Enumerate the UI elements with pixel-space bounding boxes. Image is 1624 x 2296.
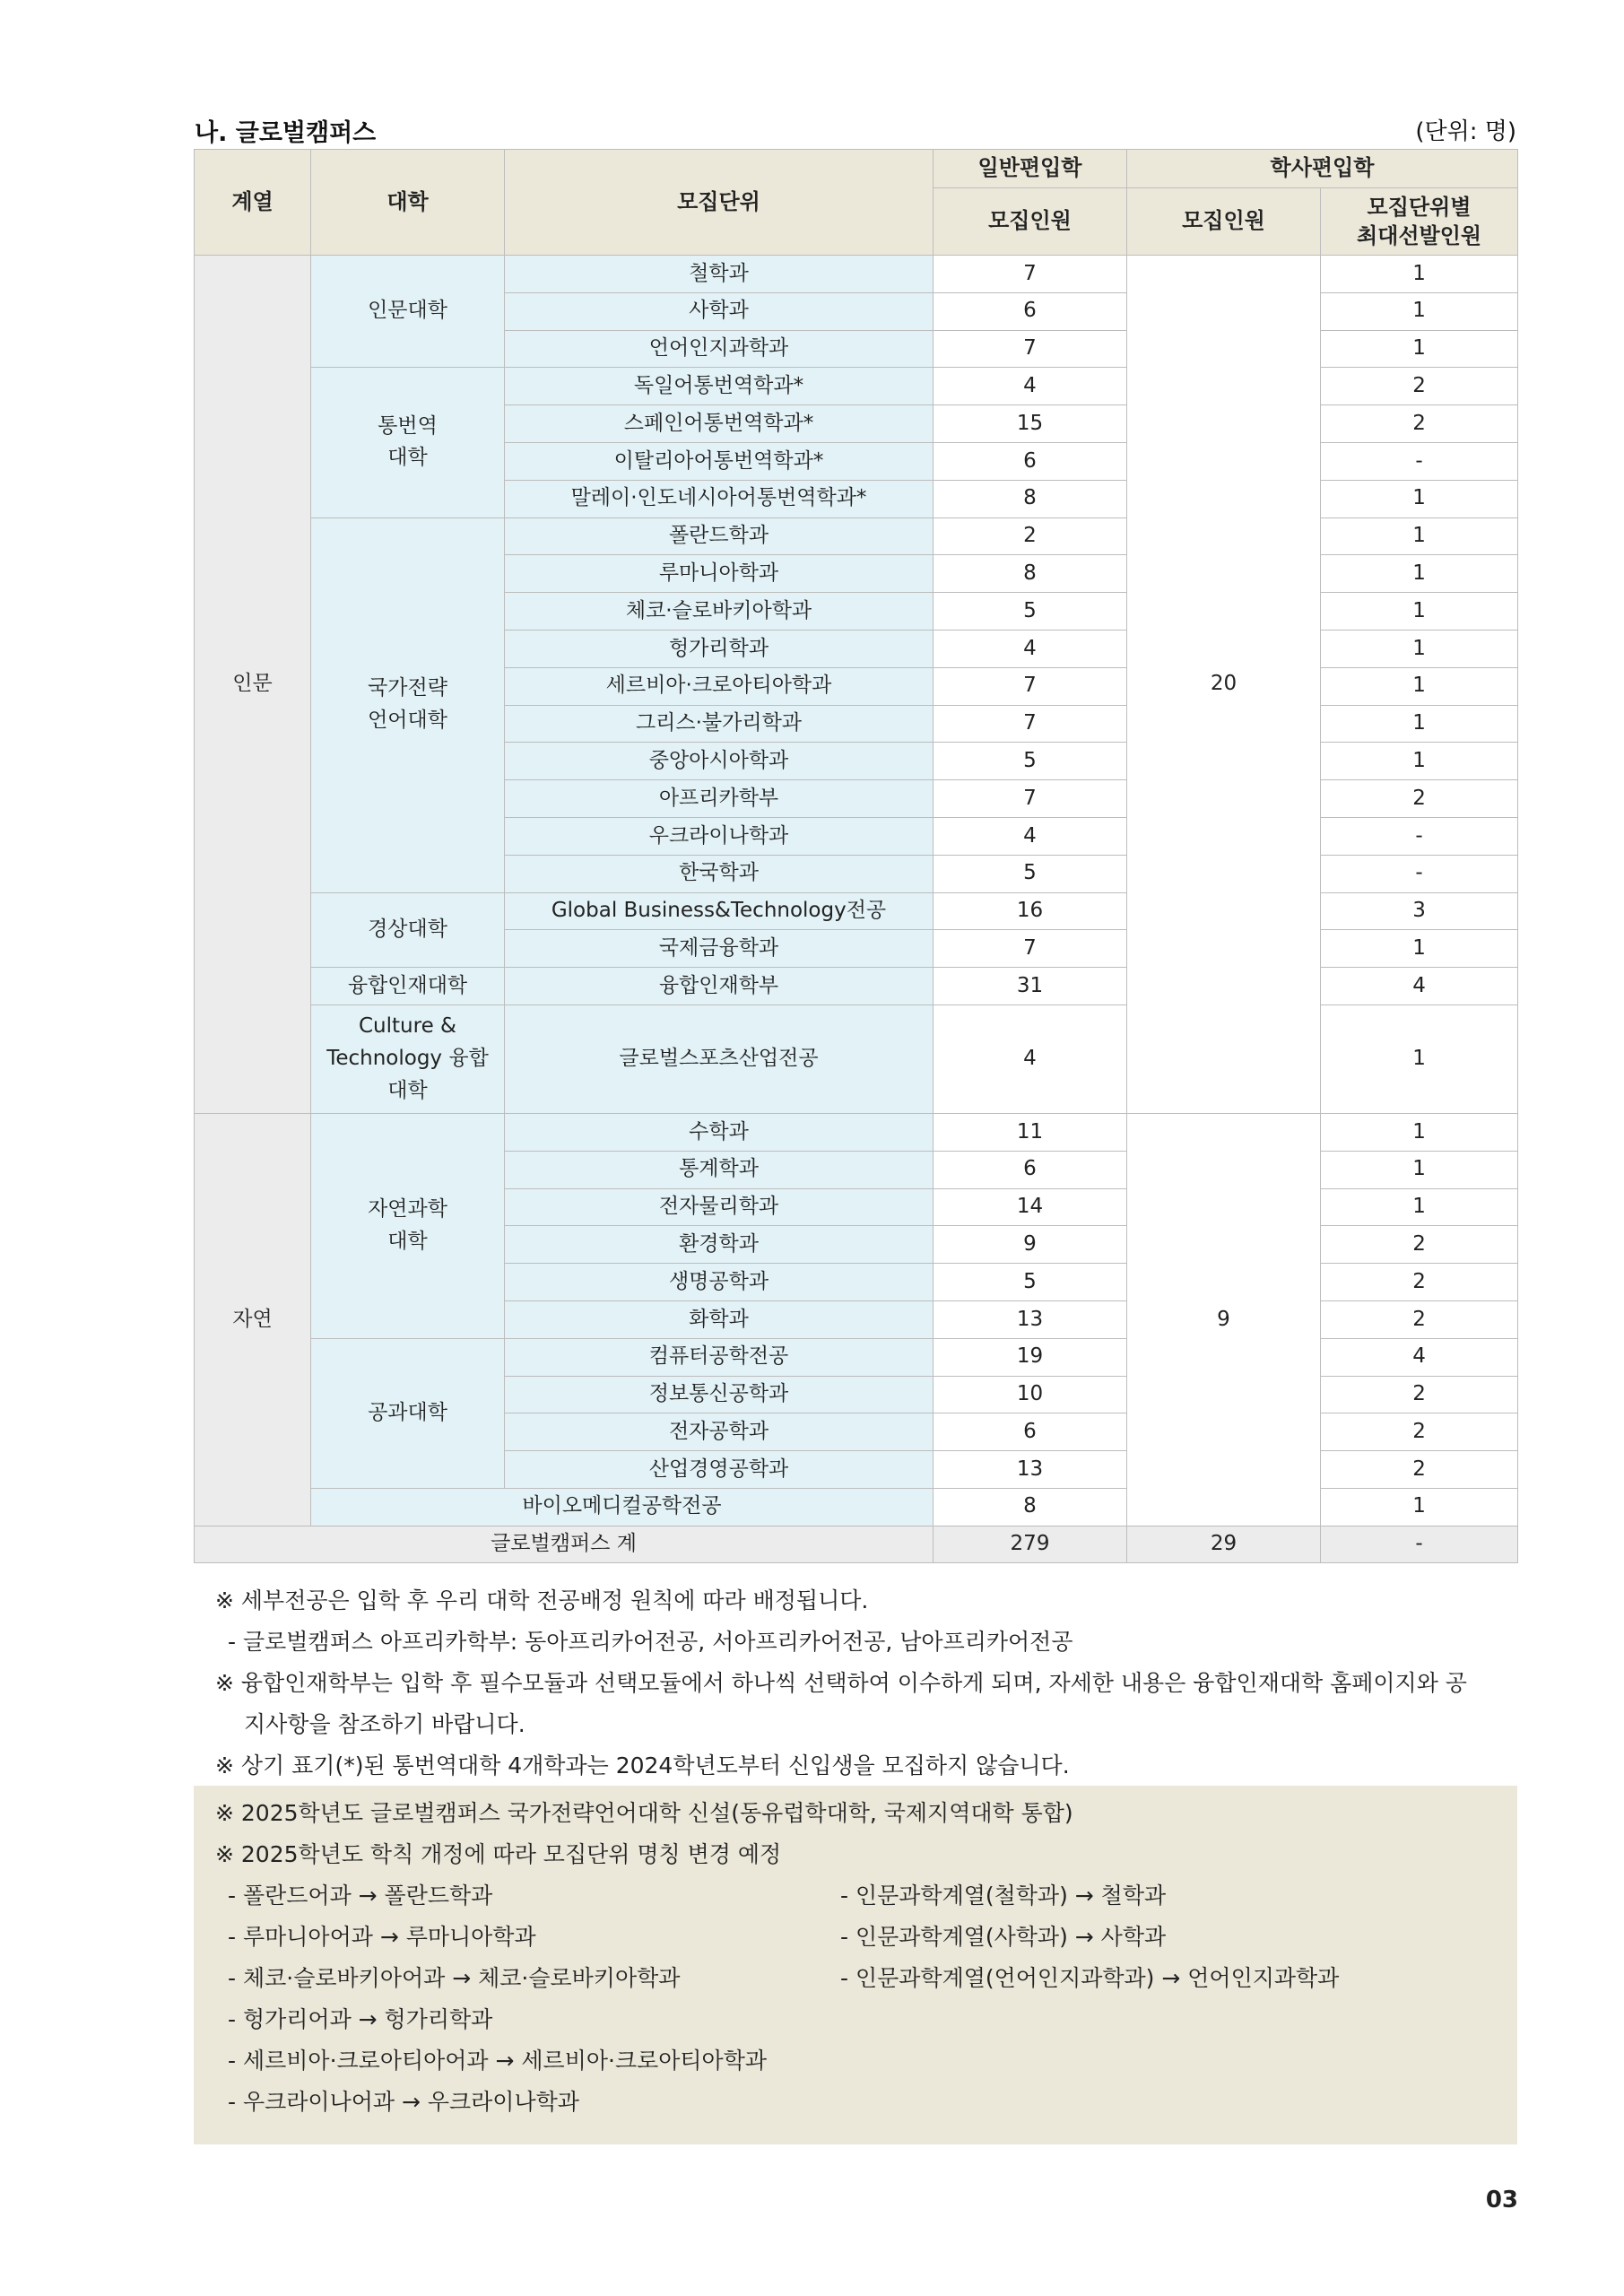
college-jayeon: 자연과학 대학 xyxy=(311,1113,505,1338)
table-row xyxy=(195,1113,1518,1151)
max-cell: 1 xyxy=(1321,667,1518,705)
unit-cell: 화학과 xyxy=(505,1300,934,1338)
max-cell: 1 xyxy=(1321,555,1518,593)
max-cell: - xyxy=(1321,855,1518,892)
unit-cell: 생명공학과 xyxy=(505,1264,934,1301)
max-cell: 2 xyxy=(1321,1413,1518,1451)
group-science-bachelor-quota: 9 xyxy=(1127,1113,1321,1526)
total-row xyxy=(195,1526,1518,1562)
quota-cell: 7 xyxy=(934,667,1127,705)
unit-cell: 수학과 xyxy=(505,1113,934,1151)
unit-cell: 우크라이나학과 xyxy=(505,817,934,855)
unit-cell: 아프리카학부 xyxy=(505,780,934,818)
total-label: 글로벌캠퍼스 계 xyxy=(195,1526,934,1562)
unit-cell: 체코·슬로바키아학과 xyxy=(505,593,934,631)
max-cell: 1 xyxy=(1321,330,1518,368)
unit-cell: 중앙아시아학과 xyxy=(505,743,934,780)
box-left-4: - 헝가리어과 → 헝가리학과 xyxy=(228,2006,493,2032)
max-cell: 2 xyxy=(1321,780,1518,818)
unit-cell: 사학과 xyxy=(505,292,934,330)
college-gyeongsang: 경상대학 xyxy=(311,892,505,968)
quota-cell: 8 xyxy=(934,555,1127,593)
box-line-2: ※ 2025학년도 학칙 개정에 따라 모집단위 명칭 변경 예정 xyxy=(215,1841,782,1867)
quota-cell: 4 xyxy=(934,817,1127,855)
max-cell: 1 xyxy=(1321,292,1518,330)
unit-cell: 국제금융학과 xyxy=(505,930,934,968)
unit-cell: 언어인지과학과 xyxy=(505,330,934,368)
note-4: 지사항을 참조하기 바랍니다. xyxy=(244,1711,525,1737)
max-cell: 2 xyxy=(1321,368,1518,405)
notes xyxy=(215,1580,1524,1787)
quota-cell: 8 xyxy=(934,480,1127,517)
max-cell: 2 xyxy=(1321,1451,1518,1489)
quota-cell: 7 xyxy=(934,256,1127,293)
max-cell: 1 xyxy=(1321,743,1518,780)
quota-cell: 7 xyxy=(934,930,1127,968)
max-cell: 4 xyxy=(1321,1338,1518,1376)
unit-cell: 스페인어통번역학과* xyxy=(505,405,934,443)
college-yunghap: 융합인재대학 xyxy=(311,968,505,1005)
quota-cell: 5 xyxy=(934,743,1127,780)
admission-table xyxy=(194,149,1518,1563)
unit-cell: 폴란드학과 xyxy=(505,517,934,555)
quota-cell: 6 xyxy=(934,442,1127,480)
max-cell: - xyxy=(1321,442,1518,480)
quota-cell: 6 xyxy=(934,1151,1127,1188)
table-row xyxy=(195,256,1518,293)
header-gyeyeol: 계열 xyxy=(195,150,311,256)
quota-cell: 13 xyxy=(934,1451,1127,1489)
quota-cell: 19 xyxy=(934,1338,1127,1376)
college-gukga: 국가전략 언어대학 xyxy=(311,517,505,892)
header-max-per-unit: 모집단위별 최대선발인원 xyxy=(1321,188,1518,256)
college-culture: Culture & Technology 융합 대학 xyxy=(311,1004,505,1113)
total-bachelor: 29 xyxy=(1127,1526,1321,1562)
header-quota: 모집인원 xyxy=(934,188,1127,256)
college-gonggwa: 공과대학 xyxy=(311,1338,505,1488)
max-cell: - xyxy=(1321,817,1518,855)
max-cell: 1 xyxy=(1321,1188,1518,1226)
max-cell: 4 xyxy=(1321,968,1518,1005)
total-quota: 279 xyxy=(934,1526,1127,1562)
max-cell: 2 xyxy=(1321,1300,1518,1338)
max-cell: 1 xyxy=(1321,705,1518,743)
quota-cell: 11 xyxy=(934,1113,1127,1151)
unit-cell: 글로벌스포츠산업전공 xyxy=(505,1004,934,1113)
section-title: 나. 글로벌캠퍼스 xyxy=(195,119,377,147)
unit-cell: 정보통신공학과 xyxy=(505,1376,934,1413)
unit-cell: 한국학과 xyxy=(505,855,934,892)
max-cell: 1 xyxy=(1321,256,1518,293)
max-cell: 1 xyxy=(1321,517,1518,555)
unit-cell: 산업경영공학과 xyxy=(505,1451,934,1489)
info-box xyxy=(194,1786,1517,2144)
unit-cell: 바이오메디컬공학전공 xyxy=(311,1488,934,1526)
quota-cell: 2 xyxy=(934,517,1127,555)
quota-cell: 5 xyxy=(934,855,1127,892)
quota-cell: 4 xyxy=(934,630,1127,667)
quota-cell: 31 xyxy=(934,968,1127,1005)
note-1: ※ 세부전공은 입학 후 우리 대학 전공배정 원칙에 따라 배정됩니다. xyxy=(215,1587,869,1613)
max-cell: 1 xyxy=(1321,1113,1518,1151)
college-tongbeonyeok: 통번역 대학 xyxy=(311,368,505,517)
quota-cell: 5 xyxy=(934,1264,1127,1301)
unit-cell: 전자공학과 xyxy=(505,1413,934,1451)
quota-cell: 8 xyxy=(934,1488,1127,1526)
quota-cell: 7 xyxy=(934,330,1127,368)
max-cell: 1 xyxy=(1321,1151,1518,1188)
max-cell: 2 xyxy=(1321,1376,1518,1413)
header-college: 대학 xyxy=(311,150,505,256)
header-bachelor-transfer: 학사편입학 xyxy=(1127,150,1518,188)
max-cell: 1 xyxy=(1321,630,1518,667)
total-max: - xyxy=(1321,1526,1518,1562)
header-bachelor-quota: 모집인원 xyxy=(1127,188,1321,256)
page-number: 03 xyxy=(1485,2187,1518,2213)
group-humanities: 인문 xyxy=(195,256,311,1114)
note-5: ※ 상기 표기(*)된 통번역대학 4개학과는 2024학년도부터 신입생을 모집하지 않습니다. xyxy=(215,1752,1070,1779)
unit-cell: 컴퓨터공학전공 xyxy=(505,1338,934,1376)
quota-cell: 14 xyxy=(934,1188,1127,1226)
max-cell: 2 xyxy=(1321,405,1518,443)
quota-cell: 10 xyxy=(934,1376,1127,1413)
group-science: 자연 xyxy=(195,1113,311,1526)
box-right-1: - 인문과학계열(철학과) → 철학과 xyxy=(840,1883,1167,1909)
box-right-2: - 인문과학계열(사학과) → 사학과 xyxy=(840,1924,1167,1950)
quota-cell: 5 xyxy=(934,593,1127,631)
box-line-1: ※ 2025학년도 글로벌캠퍼스 국가전략언어대학 신설(동유럽학대학, 국제지역대학 통합) xyxy=(215,1800,1073,1826)
unit-cell: 통계학과 xyxy=(505,1151,934,1188)
unit-cell: 말레이·인도네시아어통번역학과* xyxy=(505,480,934,517)
box-left-5: - 세르비아·크로아티아어과 → 세르비아·크로아티아학과 xyxy=(228,2048,768,2074)
unit-cell: 독일어통번역학과* xyxy=(505,368,934,405)
box-left-3: - 체코·슬로바키아어과 → 체코·슬로바키아학과 xyxy=(228,1965,681,1991)
quota-cell: 7 xyxy=(934,705,1127,743)
quota-cell: 6 xyxy=(934,1413,1127,1451)
max-cell: 2 xyxy=(1321,1264,1518,1301)
max-cell: 1 xyxy=(1321,1004,1518,1113)
unit-label: (단위: 명) xyxy=(1415,118,1516,145)
max-cell: 2 xyxy=(1321,1226,1518,1264)
unit-cell: 철학과 xyxy=(505,256,934,293)
unit-cell: 전자물리학과 xyxy=(505,1188,934,1226)
header-general-transfer: 일반편입학 xyxy=(934,150,1127,188)
quota-cell: 16 xyxy=(934,892,1127,930)
unit-cell: 세르비아·크로아티아학과 xyxy=(505,667,934,705)
college-inmun: 인문대학 xyxy=(311,256,505,368)
note-2: - 글로벌캠퍼스 아프리카학부: 동아프리카어전공, 서아프리카어전공, 남아프리카어전공 xyxy=(228,1629,1073,1655)
quota-cell: 9 xyxy=(934,1226,1127,1264)
group-humanities-bachelor-quota: 20 xyxy=(1127,256,1321,1114)
header-unit: 모집단위 xyxy=(505,150,934,256)
quota-cell: 7 xyxy=(934,780,1127,818)
unit-cell: 그리스·불가리학과 xyxy=(505,705,934,743)
max-cell: 1 xyxy=(1321,480,1518,517)
quota-cell: 4 xyxy=(934,368,1127,405)
box-left-2: - 루마니아어과 → 루마니아학과 xyxy=(228,1924,536,1950)
note-3: ※ 융합인재학부는 입학 후 필수모듈과 선택모듈에서 하나씩 선택하여 이수하게 되며, 자세한 내용은 융합인재대학 홈페이지와 공 xyxy=(215,1670,1467,1696)
quota-cell: 4 xyxy=(934,1004,1127,1113)
unit-cell: 이탈리아어통번역학과* xyxy=(505,442,934,480)
max-cell: 1 xyxy=(1321,1488,1518,1526)
max-cell: 1 xyxy=(1321,593,1518,631)
quota-cell: 13 xyxy=(934,1300,1127,1338)
box-right-3: - 인문과학계열(언어인지과학과) → 언어인지과학과 xyxy=(840,1965,1340,1991)
unit-cell: 루마니아학과 xyxy=(505,555,934,593)
unit-cell: 헝가리학과 xyxy=(505,630,934,667)
unit-cell: 환경학과 xyxy=(505,1226,934,1264)
quota-cell: 6 xyxy=(934,292,1127,330)
quota-cell: 15 xyxy=(934,405,1127,443)
max-cell: 3 xyxy=(1321,892,1518,930)
unit-cell: 융합인재학부 xyxy=(505,968,934,1005)
box-left-1: - 폴란드어과 → 폴란드학과 xyxy=(228,1883,493,1909)
unit-cell: Global Business&Technology전공 xyxy=(505,892,934,930)
box-left-6: - 우크라이나어과 → 우크라이나학과 xyxy=(228,2089,579,2115)
max-cell: 1 xyxy=(1321,930,1518,968)
